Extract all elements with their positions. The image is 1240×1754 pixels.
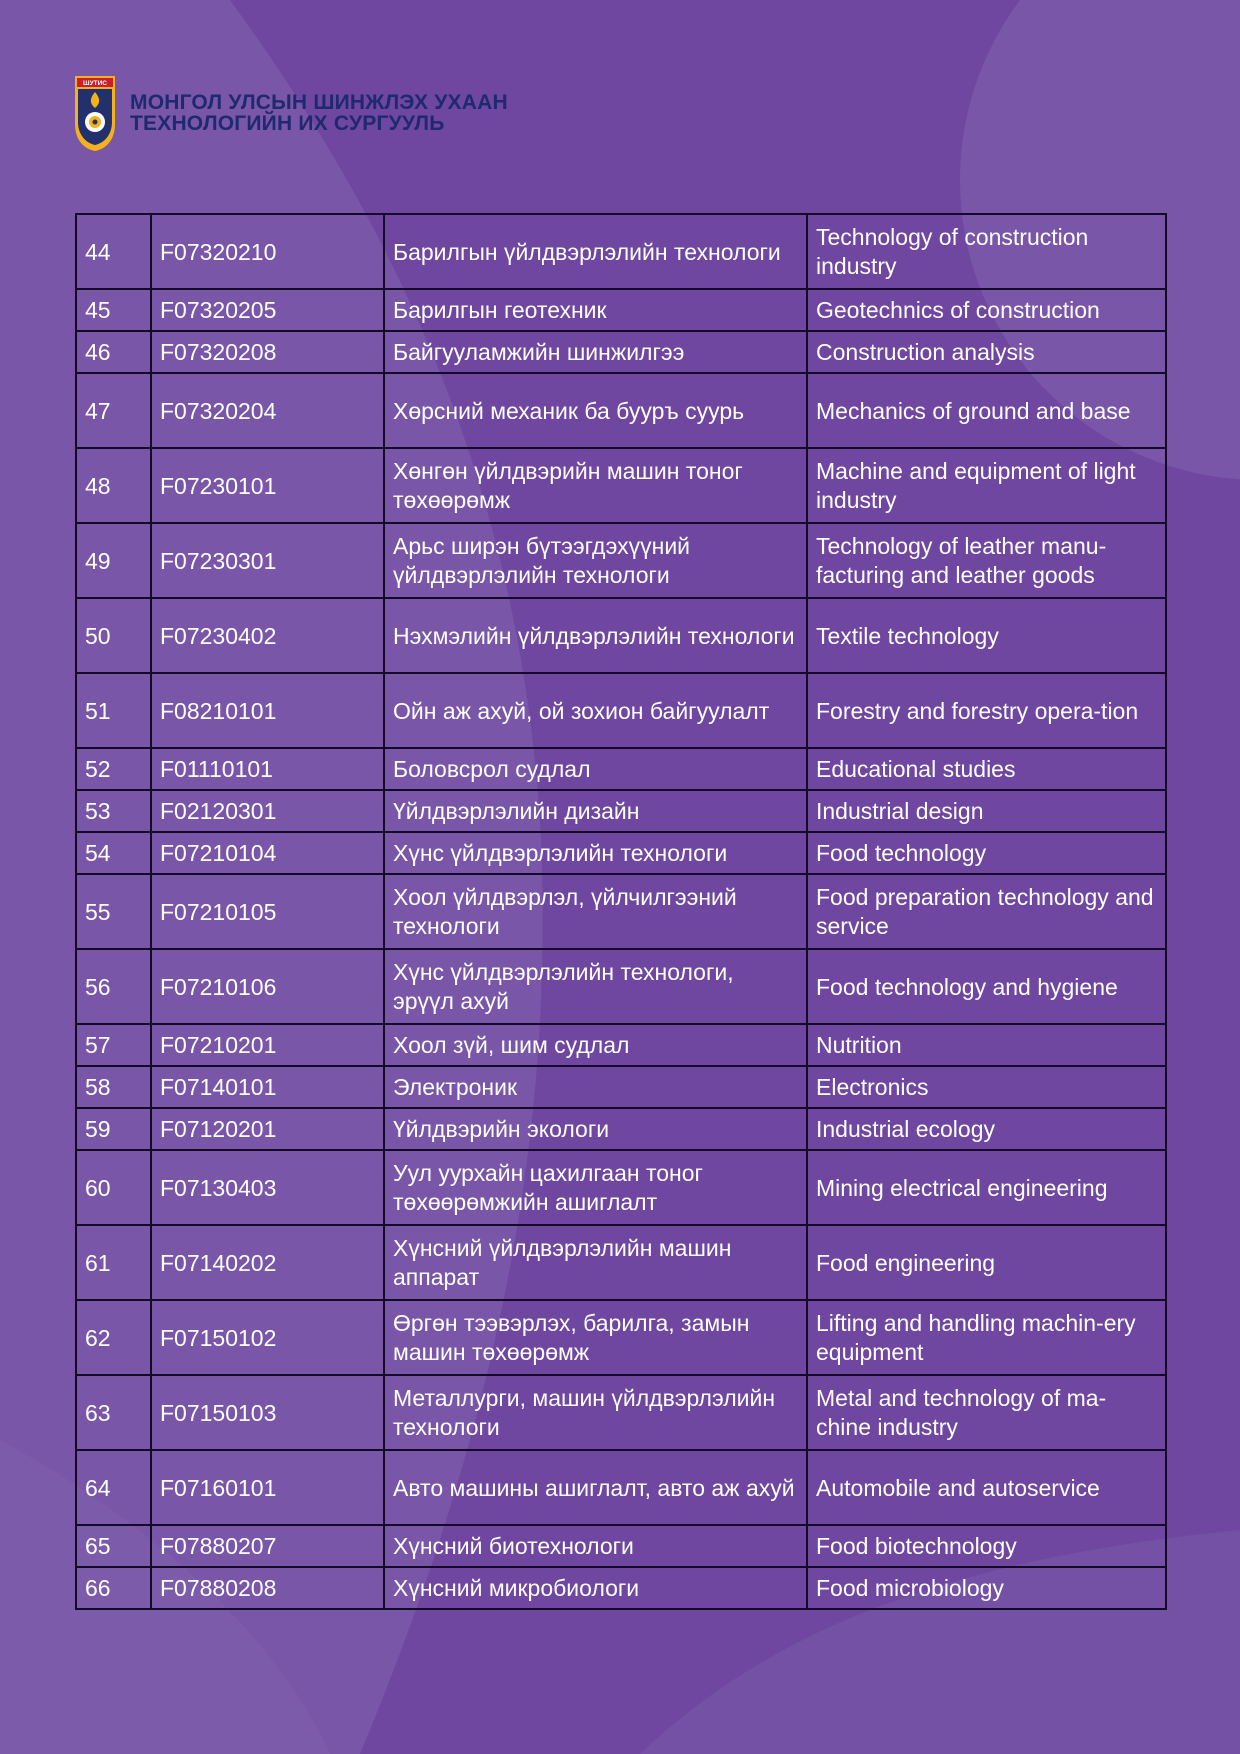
program-name-mn-cell: Хүнсний үйлдвэрлэлийн машин аппарат bbox=[384, 1225, 807, 1300]
program-name-en-cell: Food engineering bbox=[807, 1225, 1166, 1300]
program-name-mn-cell: Хүнс үйлдвэрлэлийн технологи, эрүүл ахуй bbox=[384, 949, 807, 1024]
program-code-cell: F07320208 bbox=[151, 331, 384, 373]
program-name-en-cell: Metal and technology of ma-chine industry bbox=[807, 1375, 1166, 1450]
program-name-en-cell: Food technology and hygiene bbox=[807, 949, 1166, 1024]
row-number-cell: 52 bbox=[76, 748, 151, 790]
table-row bbox=[76, 1225, 1166, 1300]
program-name-mn-cell: Ойн аж ахуй, ой зохион байгуулалт bbox=[384, 673, 807, 748]
program-code-cell: F07880208 bbox=[151, 1567, 384, 1609]
program-name-en-cell: Lifting and handling machin-ery equipment bbox=[807, 1300, 1166, 1375]
row-number-cell: 50 bbox=[76, 598, 151, 673]
row-number-cell: 54 bbox=[76, 832, 151, 874]
program-name-en-cell: Electronics bbox=[807, 1066, 1166, 1108]
row-number-cell: 51 bbox=[76, 673, 151, 748]
table-row bbox=[76, 1375, 1166, 1450]
row-number-cell: 62 bbox=[76, 1300, 151, 1375]
row-number-cell: 66 bbox=[76, 1567, 151, 1609]
program-name-en-cell: Food biotechnology bbox=[807, 1525, 1166, 1567]
row-number-cell: 64 bbox=[76, 1450, 151, 1525]
program-code-cell: F07130403 bbox=[151, 1150, 384, 1225]
program-name-en-cell: Geotechnics of construction bbox=[807, 289, 1166, 331]
row-number-cell: 48 bbox=[76, 448, 151, 523]
program-name-en-cell: Mechanics of ground and base bbox=[807, 373, 1166, 448]
table-row bbox=[76, 1450, 1166, 1525]
program-name-en-cell: Textile technology bbox=[807, 598, 1166, 673]
program-name-mn-cell: Байгууламжийн шинжилгээ bbox=[384, 331, 807, 373]
programs-table bbox=[75, 213, 1167, 1610]
table-row bbox=[76, 1300, 1166, 1375]
program-name-mn-cell: Хоол үйлдвэрлэл, үйлчилгээний технологи bbox=[384, 874, 807, 949]
table-row bbox=[76, 373, 1166, 448]
program-name-mn-cell: Хоол зүй, шим судлал bbox=[384, 1024, 807, 1066]
program-name-en-cell: Forestry and forestry opera-tion bbox=[807, 673, 1166, 748]
program-name-en-cell: Machine and equipment of light industry bbox=[807, 448, 1166, 523]
row-number-cell: 57 bbox=[76, 1024, 151, 1066]
row-number-cell: 59 bbox=[76, 1108, 151, 1150]
program-code-cell: F01110101 bbox=[151, 748, 384, 790]
row-number-cell: 47 bbox=[76, 373, 151, 448]
row-number-cell: 45 bbox=[76, 289, 151, 331]
table-row bbox=[76, 1108, 1166, 1150]
program-name-mn-cell: Хүнс үйлдвэрлэлийн технологи bbox=[384, 832, 807, 874]
table-row bbox=[76, 1567, 1166, 1609]
programs-table-body bbox=[76, 214, 1166, 1609]
row-number-cell: 49 bbox=[76, 523, 151, 598]
table-row bbox=[76, 1024, 1166, 1066]
table-row bbox=[76, 598, 1166, 673]
page-header bbox=[74, 74, 508, 152]
row-number-cell: 55 bbox=[76, 874, 151, 949]
program-name-en-cell: Technology of leather manu-facturing and leather goods bbox=[807, 523, 1166, 598]
program-code-cell: F07160101 bbox=[151, 1450, 384, 1525]
svg-text:ШУТИС: ШУТИС bbox=[83, 80, 107, 87]
program-code-cell: F07230301 bbox=[151, 523, 384, 598]
table-row bbox=[76, 331, 1166, 373]
program-name-mn-cell: Хөнгөн үйлдвэрийн машин тоног төхөөрөмж bbox=[384, 448, 807, 523]
row-number-cell: 63 bbox=[76, 1375, 151, 1450]
table-row bbox=[76, 448, 1166, 523]
program-code-cell: F07140202 bbox=[151, 1225, 384, 1300]
program-code-cell: F07880207 bbox=[151, 1525, 384, 1567]
program-name-mn-cell: Хүнсний микробиологи bbox=[384, 1567, 807, 1609]
program-name-mn-cell: Авто машины ашиглалт, авто аж ахуй bbox=[384, 1450, 807, 1525]
program-name-en-cell: Food technology bbox=[807, 832, 1166, 874]
program-name-en-cell: Technology of construction industry bbox=[807, 214, 1166, 289]
program-code-cell: F07150103 bbox=[151, 1375, 384, 1450]
program-code-cell: F07320205 bbox=[151, 289, 384, 331]
program-code-cell: F07120201 bbox=[151, 1108, 384, 1150]
university-name bbox=[130, 92, 508, 134]
program-code-cell: F07230101 bbox=[151, 448, 384, 523]
program-code-cell: F07210106 bbox=[151, 949, 384, 1024]
program-code-cell: F07320204 bbox=[151, 373, 384, 448]
table-row bbox=[76, 832, 1166, 874]
program-name-en-cell: Mining electrical engineering bbox=[807, 1150, 1166, 1225]
program-name-mn-cell: Барилгын геотехник bbox=[384, 289, 807, 331]
program-name-mn-cell: Барилгын үйлдвэрлэлийн технологи bbox=[384, 214, 807, 289]
program-name-en-cell: Educational studies bbox=[807, 748, 1166, 790]
program-code-cell: F02120301 bbox=[151, 790, 384, 832]
program-name-mn-cell: Боловсрол судлал bbox=[384, 748, 807, 790]
program-name-mn-cell: Арьс ширэн бүтээгдэхүүний үйлдвэрлэлийн технологи bbox=[384, 523, 807, 598]
program-name-en-cell: Food microbiology bbox=[807, 1567, 1166, 1609]
program-code-cell: F07320210 bbox=[151, 214, 384, 289]
program-name-en-cell: Construction analysis bbox=[807, 331, 1166, 373]
program-code-cell: F07210104 bbox=[151, 832, 384, 874]
row-number-cell: 58 bbox=[76, 1066, 151, 1108]
row-number-cell: 60 bbox=[76, 1150, 151, 1225]
program-code-cell: F07230402 bbox=[151, 598, 384, 673]
program-name-mn-cell: Хөрсний механик ба бууръ суурь bbox=[384, 373, 807, 448]
table-row bbox=[76, 523, 1166, 598]
table-row bbox=[76, 1066, 1166, 1108]
program-name-mn-cell: Үйлдвэрийн экологи bbox=[384, 1108, 807, 1150]
program-name-en-cell: Nutrition bbox=[807, 1024, 1166, 1066]
program-name-mn-cell: Уул уурхайн цахилгаан тоног төхөөрөмжийн ашиглалт bbox=[384, 1150, 807, 1225]
program-code-cell: F07210105 bbox=[151, 874, 384, 949]
program-code-cell: F07150102 bbox=[151, 1300, 384, 1375]
table-row bbox=[76, 874, 1166, 949]
program-name-mn-cell: Металлурги, машин үйлдвэрлэлийн технологи bbox=[384, 1375, 807, 1450]
university-logo-icon bbox=[74, 74, 116, 152]
table-row bbox=[76, 790, 1166, 832]
program-name-mn-cell: Хүнсний биотехнологи bbox=[384, 1525, 807, 1567]
table-row bbox=[76, 289, 1166, 331]
program-code-cell: F07210201 bbox=[151, 1024, 384, 1066]
program-name-en-cell: Industrial ecology bbox=[807, 1108, 1166, 1150]
program-name-en-cell: Industrial design bbox=[807, 790, 1166, 832]
table-row bbox=[76, 673, 1166, 748]
table-row bbox=[76, 1150, 1166, 1225]
row-number-cell: 46 bbox=[76, 331, 151, 373]
program-name-en-cell: Automobile and autoservice bbox=[807, 1450, 1166, 1525]
table-row bbox=[76, 1525, 1166, 1567]
table-row bbox=[76, 748, 1166, 790]
row-number-cell: 44 bbox=[76, 214, 151, 289]
row-number-cell: 56 bbox=[76, 949, 151, 1024]
program-name-en-cell: Food preparation technology and service bbox=[807, 874, 1166, 949]
program-code-cell: F07140101 bbox=[151, 1066, 384, 1108]
program-code-cell: F08210101 bbox=[151, 673, 384, 748]
table-row bbox=[76, 214, 1166, 289]
row-number-cell: 65 bbox=[76, 1525, 151, 1567]
row-number-cell: 53 bbox=[76, 790, 151, 832]
row-number-cell: 61 bbox=[76, 1225, 151, 1300]
program-name-mn-cell: Нэхмэлийн үйлдвэрлэлийн технологи bbox=[384, 598, 807, 673]
program-name-mn-cell: Өргөн тээвэрлэх, барилга, замын машин төхөөрөмж bbox=[384, 1300, 807, 1375]
program-name-mn-cell: Электроник bbox=[384, 1066, 807, 1108]
program-name-mn-cell: Үйлдвэрлэлийн дизайн bbox=[384, 790, 807, 832]
table-row bbox=[76, 949, 1166, 1024]
university-name-line1: МОНГОЛ УЛСЫН ШИНЖЛЭХ УХААН bbox=[130, 91, 508, 114]
university-name-line2: ТЕХНОЛОГИЙН ИХ СУРГУУЛЬ bbox=[130, 112, 445, 135]
